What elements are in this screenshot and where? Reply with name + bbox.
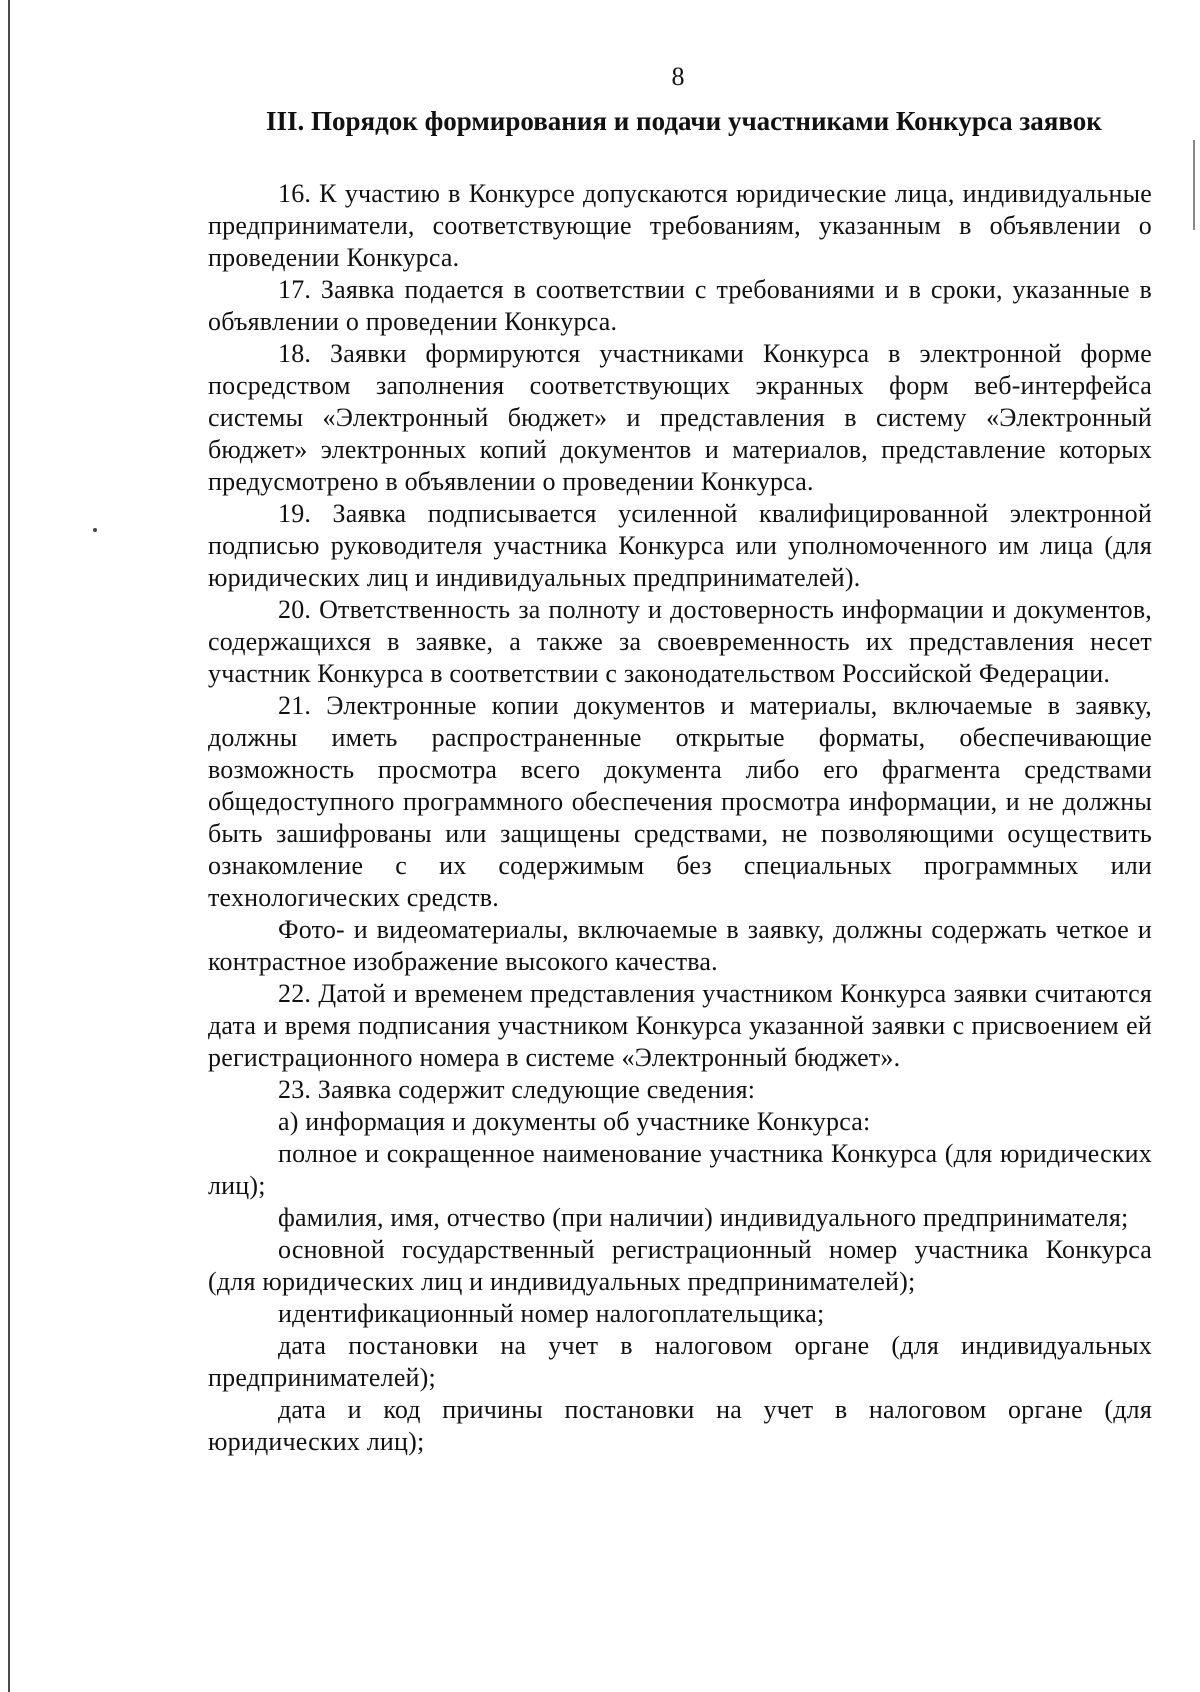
scan-edge-left	[8, 0, 10, 1692]
paragraph-20: 20. Ответственность за полноту и достоверность информации и документов, содержащихся в заявке, а также за своевременность их представления несет участник Конкурса в соответствии с законодательством Российской Федерации.	[208, 595, 1152, 688]
list-item-entrepreneur-name: фамилия, имя, отчество (при наличии) индивидуального предпринимателя;	[278, 1203, 1129, 1232]
paragraph-21: 21. Электронные копии документов и материалы, включаемые в заявку, должны иметь распространенные открытые форматы, обеспечивающие возможность просмотра всего документа либо его фрагмента средствами общедоступного программного обеспечения просмотра информации, и не должны быть зашифрованы или защищены средствами, не позволяющими осуществить ознакомление с их содержимым без специальных программных или технологических средств.	[208, 691, 1152, 912]
paragraph-16: 16. К участию в Конкурсе допускаются юридические лица, индивидуальные предприниматели, соответствующие требованиям, указанным в объявлении о проведении Конкурса.	[208, 179, 1152, 272]
list-item-tax-registration-date: дата постановки на учет в налоговом органе (для индивидуальных предпринимателей);	[208, 1331, 1152, 1392]
scan-speck	[93, 528, 97, 532]
section-title: III. Порядок формирования и подачи участниками Конкурса заявок	[266, 106, 1102, 136]
paragraph-photo-video: Фото- и видеоматериалы, включаемые в заявку, должны содержать четкое и контрастное изображение высокого качества.	[208, 915, 1152, 976]
paragraph-22: 22. Датой и временем представления участником Конкурса заявки считаются дата и время подписания участником Конкурса указанной заявки с присвоением ей регистрационного номера в системе «Электронный бюджет».	[208, 979, 1152, 1072]
paragraph-19: 19. Заявка подписывается усиленной квалифицированной электронной подписью руководителя участника Конкурса или уполномоченного им лица (для юридических лиц и индивидуальных предпринимателей).	[208, 499, 1152, 592]
paragraph-23-a: а) информация и документы об участнике Конкурса:	[278, 1107, 871, 1136]
page-number: 8	[671, 62, 685, 91]
list-item-tax-registration-code: дата и код причины постановки на учет в налоговом органе (для юридических лиц);	[208, 1395, 1152, 1456]
document-body	[208, 178, 1152, 1458]
list-item-full-name: полное и сокращенное наименование участника Конкурса (для юридических лиц);	[208, 1139, 1152, 1200]
paragraph-17: 17. Заявка подается в соответствии с требованиями и в сроки, указанные в объявлении о проведении Конкурса.	[208, 275, 1152, 336]
paragraph-18: 18. Заявки формируются участниками Конкурса в электронной форме посредством заполнения соответствующих экранных форм веб-интерфейса системы «Электронный бюджет» и представления в систему «Электронный бюджет» электронных копий документов и материалов, представление которых предусмотрено в объявлении о проведении Конкурса.	[208, 339, 1152, 496]
paragraph-23: 23. Заявка содержит следующие сведения:	[278, 1075, 756, 1104]
list-item-ogrn: основной государственный регистрационный номер участника Конкурса (для юридических лиц и индивидуальных предпринимателей);	[208, 1235, 1152, 1296]
scan-edge-right	[1193, 140, 1195, 230]
list-item-inn: идентификационный номер налогоплательщика;	[278, 1299, 825, 1328]
